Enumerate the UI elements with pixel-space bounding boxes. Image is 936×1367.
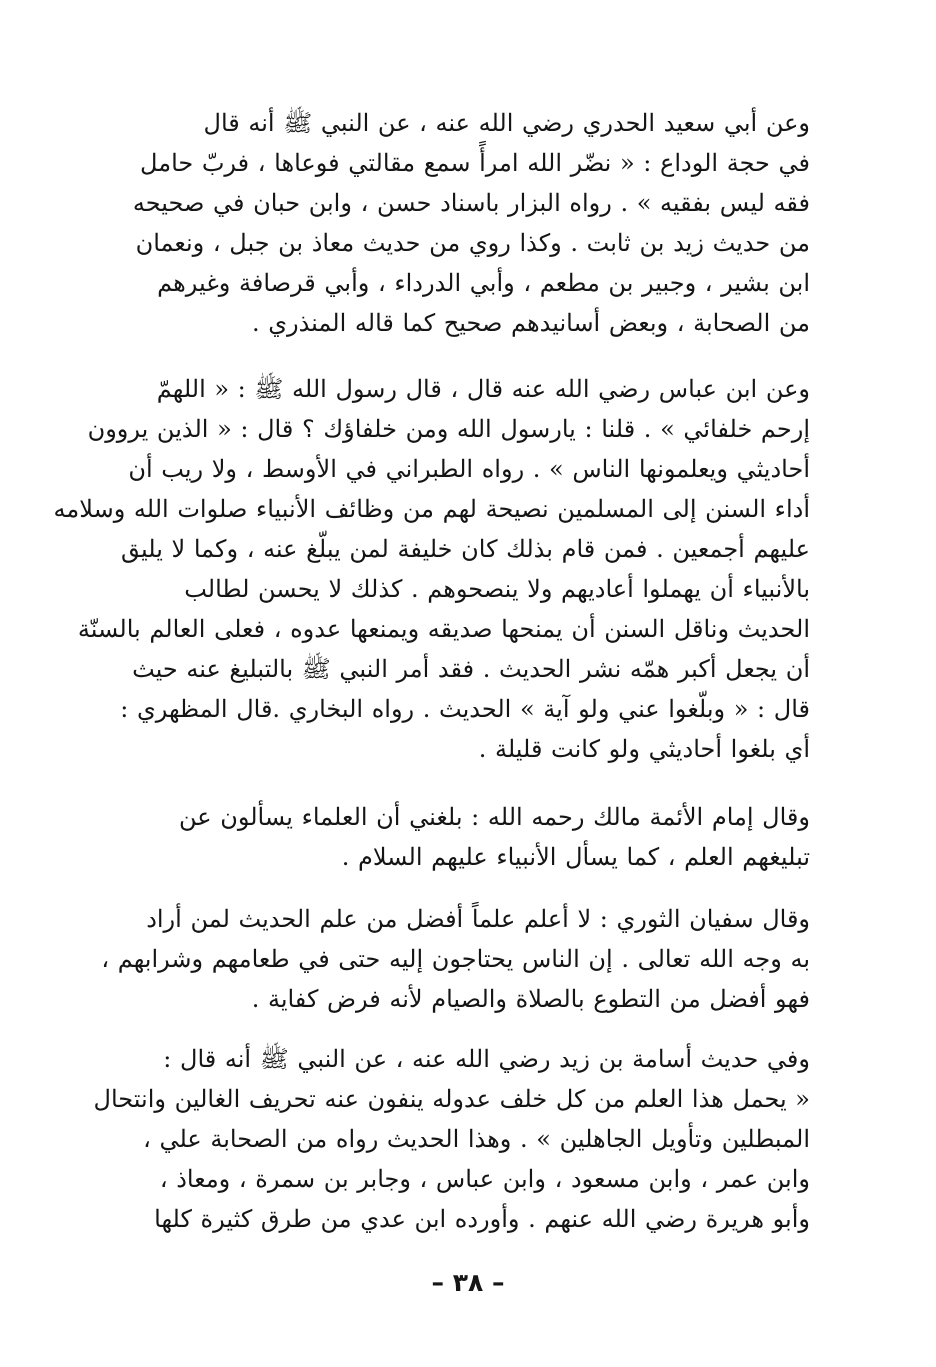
paragraph-sufyan-thawri-quote xyxy=(101,899,810,1019)
text-line: أي بلغوا أحاديثي ولو كانت قليلة . xyxy=(478,735,810,763)
text-line: وعن ابن عباس رضي الله عنه قال ، قال رسول الله ﷺ : « اللهمّ xyxy=(156,375,810,403)
text-line: من حديث زيد بن ثابت . وكذا روي من حديث معاذ بن جبل ، ونعمان xyxy=(135,229,810,257)
text-line: وعن أبي سعيد الحدري رضي الله عنه ، عن النبي ﷺ أنه قال xyxy=(203,109,810,137)
text-line: وأبو هريرة رضي الله عنهم . وأورده ابن عدي من طرق كثيرة كلها xyxy=(154,1205,810,1233)
text-line: « يحمل هذا العلم من كل خلف عدوله ينفون عنه تحريف الغالين وانتحال xyxy=(93,1085,810,1113)
text-line: وقال سفيان الثوري : لا أعلم علماً أفضل من علم الحديث لمن أراد xyxy=(146,905,810,933)
text-line: فهو أفضل من التطوع بالصلاة والصيام لأنه فرض كفاية . xyxy=(251,985,810,1013)
text-line: أداء السنن إلى المسلمين نصيحة لهم من وظائف الأنبياء صلوات الله وسلامه xyxy=(53,495,810,523)
text-line: وابن عمر ، وابن مسعود ، وابن عباس ، وجابر بن سمرة ، ومعاذ ، xyxy=(159,1165,810,1193)
paragraph-ibn-abbas-hadith xyxy=(53,369,810,769)
paragraph-imam-malik-quote xyxy=(120,797,810,877)
text-line: من الصحابة ، وبعض أسانيدهم صحيح كما قاله المنذري . xyxy=(251,309,810,337)
paragraph-usama-hadith xyxy=(93,1039,810,1239)
text-line: إرحم خلفائي » . قلنا : يارسول الله ومن خلفاؤك ؟ قال : « الذين يروون xyxy=(87,415,810,443)
text-line: الحديث وناقل السنن أن يمنحها صديقه ويمنعها عدوه ، فعلى العالم بالسنّة xyxy=(77,615,810,643)
text-line: فقه ليس بفقيه » . رواه البزار باسناد حسن ، وابن حبان في صحيحه xyxy=(132,189,810,217)
text-line: أحاديثي ويعلمونها الناس » . رواه الطبراني في الأوسط ، ولا ريب أن xyxy=(128,455,810,483)
text-line: به وجه الله تعالى . إن الناس يحتاجون إليه حتى في طعامهم وشرابهم ، xyxy=(101,945,810,973)
text-line: المبطلين وتأويل الجاهلين » . وهذا الحديث رواه من الصحابة علي ، xyxy=(143,1125,810,1153)
text-line: وفي حديث أسامة بن زيد رضي الله عنه ، عن النبي ﷺ أنه قال : xyxy=(163,1045,810,1073)
text-line: تبليغهم العلم ، كما يسأل الأنبياء عليهم السلام . xyxy=(341,843,810,871)
text-line: قال : « وبلّغوا عني ولو آية » الحديث . رواه البخاري .قال المظهري : xyxy=(120,695,810,723)
text-line: ابن بشير ، وجبير بن مطعم ، وأبي الدرداء ، وأبي قرصافة وغيرهم xyxy=(157,269,810,297)
text-line: أن يجعل أكبر همّه نشر الحديث . فقد أمر النبي ﷺ بالتبليغ عنه حيث xyxy=(132,655,810,683)
text-line: وقال إمام الأئمة مالك رحمه الله : بلغني أن العلماء يسألون عن xyxy=(178,803,810,831)
text-line: عليهم أجمعين . فمن قام بذلك كان خليفة لمن يبلّغ عنه ، وكما لا يليق xyxy=(121,535,810,563)
text-line: في حجة الوداع : « نضّر الله امرأً سمع مقالتي فوعاها ، فربّ حامل xyxy=(140,149,810,177)
page-number: – ٣٨ – xyxy=(431,1268,505,1297)
text-line: بالأنبياء أن يهملوا أعاديهم ولا ينصحوهم . كذلك لا يحسن لطالب xyxy=(184,575,810,603)
paragraph-abu-said-hadith xyxy=(120,103,810,343)
